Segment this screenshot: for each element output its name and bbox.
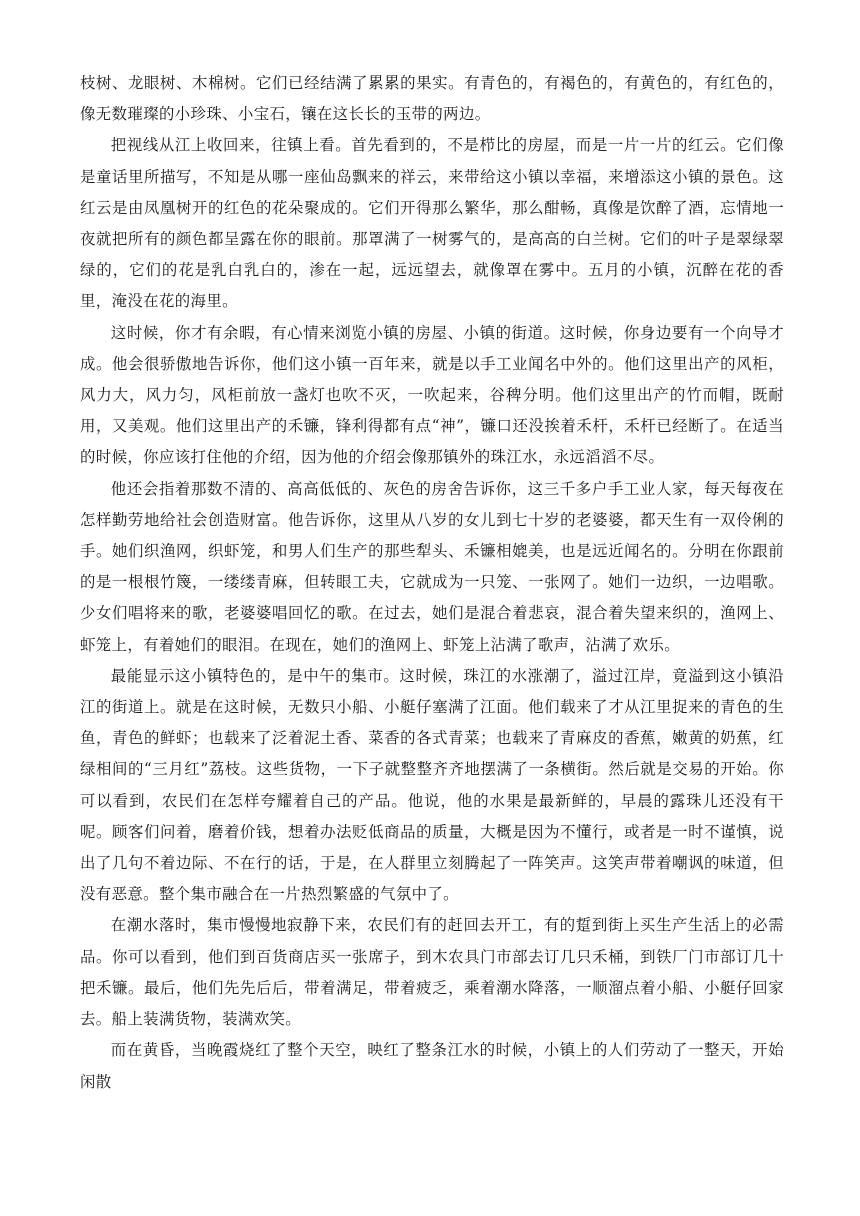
essay-body (80, 68, 784, 1098)
paragraph-4: 他还会指着那数不清的、高高低低的、灰色的房舍告诉你，这三千多户手工业人家，每天每夜在怎样勤劳地给社会创造财富。他告诉你，这里从八岁的女儿到七十岁的老婆婆，都天生有一双伶俐的手。她们织渔网，织虾笼，和男人们生产的那些犁头、禾镰相媲美，也是远近闻名的。分明在你跟前的是一根根竹篾，一缕缕青麻，但转眼工夫，它就成为一只笼、一张网了。她们一边织，一边唱歌。少女们唱将来的歌，老婆婆唱回忆的歌。在过去，她们是混合着悲哀，混合着失望来织的，渔网上、虾笼上，有着她们的眼泪。在现在，她们的渔网上、虾笼上沾满了歌声，沾满了欢乐。 (80, 479, 784, 654)
paragraph-3: 这时候，你才有余暇，有心情来浏览小镇的房屋、小镇的街道。这时候，你身边要有一个向导才成。他会很骄傲地告诉你，他们这小镇一百年来，就是以手工业闻名中外的。他们这里出产的风柜，风力大，风力匀，风柜前放一盏灯也吹不灭，一吹起来，谷稗分明。他们这里出产的竹而帽，既耐用，又美观。他们这里出产的禾镰，锋利得都有点“神”，镰口还没挨着禾杆，禾杆已经断了。在适当的时候，你应该打住他的介绍，因为他的介绍会像那镇外的珠江水，永远滔滔不尽。 (80, 323, 784, 467)
paragraph-5: 最能显示这小镇特色的，是中午的集市。这时候，珠江的水涨潮了，溢过江岸，竟溢到这小镇沿江的街道上。就是在这时候，无数只小船、小艇仔塞满了江面。他们载来了才从江里捉来的青色的生鱼，青色的鲜虾；也载来了泛着泥土香、菜香的各式青菜；也载来了青麻皮的香蕉，嫩黄的奶蕉，红绿相间的“三月红”荔枝。这些货物，一下子就整整齐齐地摆满了一条横街。然后就是交易的开始。你可以看到，农民们在怎样夸耀着自己的产品。他说，他的水果是最新鲜的，早晨的露珠儿还没有干呢。顾客们问着，磨着价钱，想着办法贬低商品的质量，大概是因为不懂行，或者是一时不谨慎，说出了几句不着边际、不在行的话，于是，在人群里立刻腾起了一阵笑声。这笑声带着嘲讽的味道，但没有恶意。整个集市融合在一片热烈繁盛的气氛中了。 (80, 666, 784, 904)
paragraph-2: 把视线从江上收回来，往镇上看。首先看到的，不是栉比的房屋，而是一片一片的红云。它们像是童话里所描写，不知是从哪一座仙岛飘来的祥云，来带给这小镇以幸福，来增添这小镇的景色。这红云是由凤凰树开的红色的花朵聚成的。它们开得那么繁华，那么酣畅，真像是饮醉了酒，忘情地一夜就把所有的颜色都呈露在你的眼前。那罩满了一树雾气的，是高高的白兰树。它们的叶子是翠绿翠绿的，它们的花是乳白乳白的，渗在一起，远远望去，就像罩在雾中。五月的小镇，沉醉在花的香里，淹没在花的海里。 (80, 136, 784, 311)
paragraph-7: 而在黄昏，当晚霞烧红了整个天空，映红了整条江水的时候，小镇上的人们劳动了一整天，开始闲散 (80, 1041, 784, 1091)
paragraph-1: 枝树、龙眼树、木棉树。它们已经结满了累累的果实。有青色的，有褐色的，有黄色的，有红色的，像无数璀璨的小珍珠、小宝石，镶在这长长的玉带的两边。 (80, 74, 784, 124)
paragraph-6: 在潮水落时，集市慢慢地寂静下来，农民们有的赶回去开工，有的踅到街上买生产生活上的必需品。你可以看到，他们到百货商店买一张席子，到木农具门市部去订几只禾桶，到铁厂门市部订几十把禾镰。最后，他们先先后后，带着满足，带着疲乏，乘着潮水降落，一顺溜点着小船、小艇仔回家去。船上装满货物，装满欢笑。 (80, 916, 784, 1029)
